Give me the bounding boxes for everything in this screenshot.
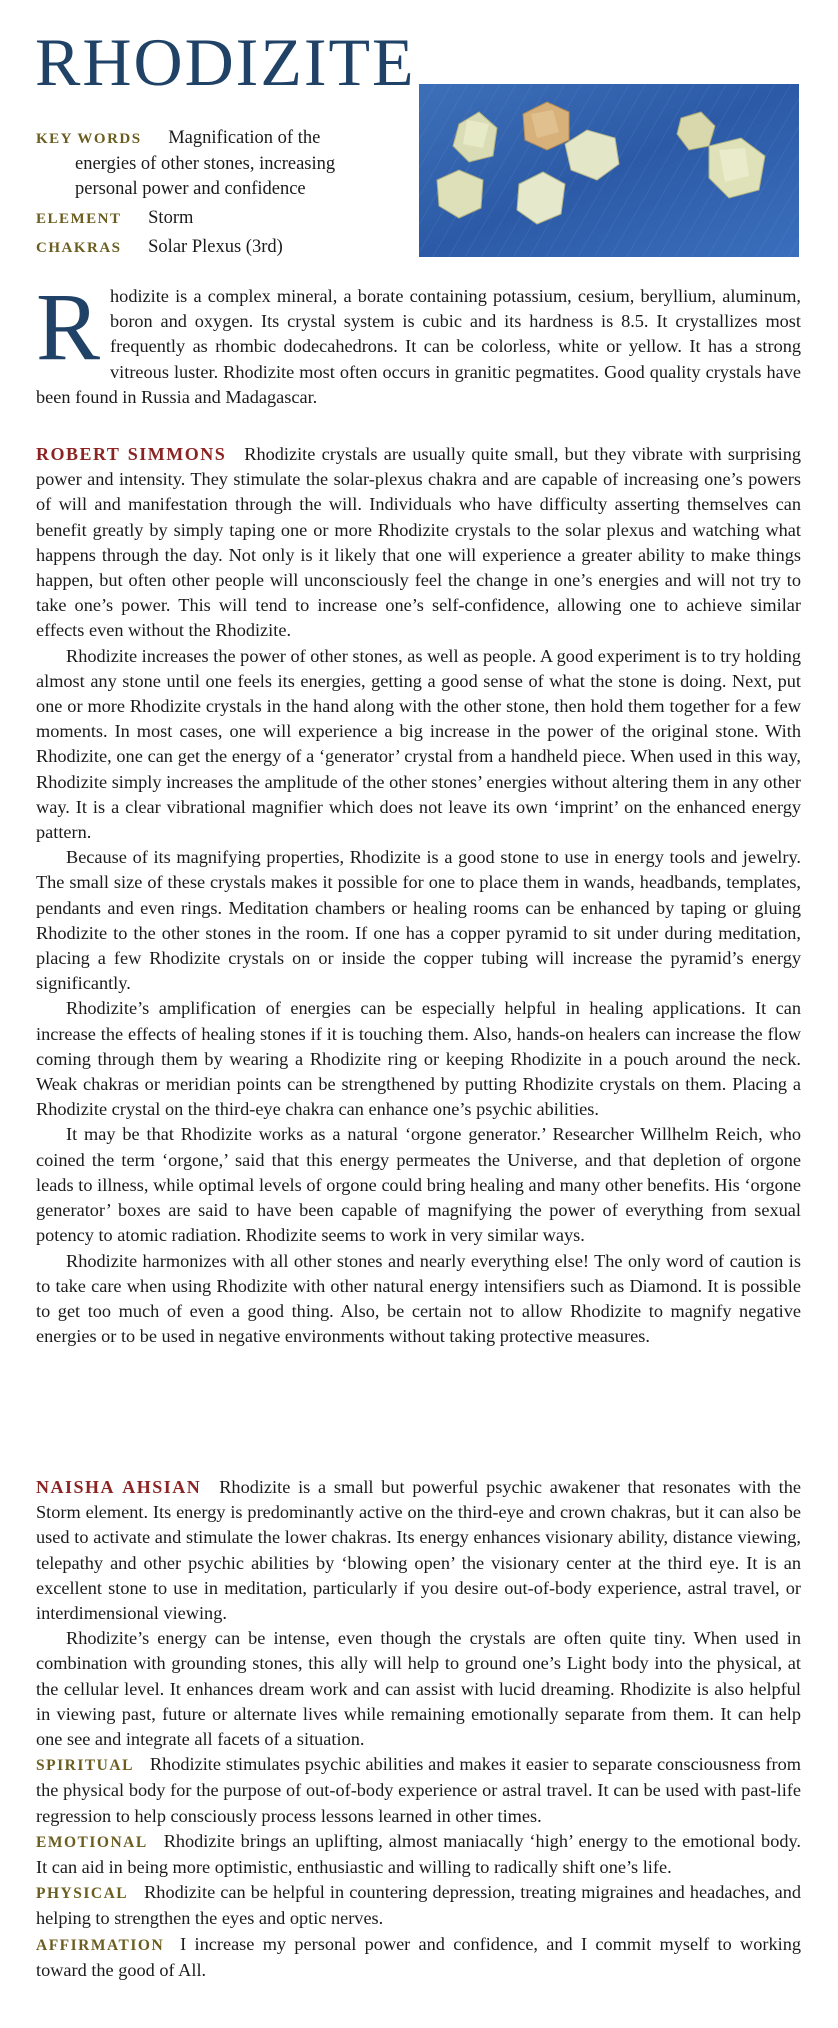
- affirmation-text: I increase my personal power and confidence, and I commit myself to working toward the good of All.: [36, 1933, 801, 1980]
- drop-cap: R: [36, 273, 101, 380]
- ahsian-section: [36, 1475, 801, 1983]
- intro-section: [36, 273, 801, 410]
- ahsian-p1-text: Rhodizite is a small but powerful psychic awakener that resonates with the Storm element. Its energy is predominantly active on the third-eye and crown chakras, but it can also be used to activate and stimulate the lower chakras. Its energy enhances visionary ability, distance viewing, telepathy and other psychic abilities by ‘blowing open’ the visionary center at the third eye. It is an excellent stone to use in meditation, particularly if you desire out-of-body experience, astral travel, or interdimensional viewing.: [36, 1477, 801, 1624]
- affirmation-paragraph: [36, 1932, 801, 1983]
- key-words-value-line2: energies of other stones, increasing: [75, 154, 336, 174]
- element-value: Storm: [148, 208, 194, 228]
- spiritual-label: SPIRITUAL: [36, 1757, 134, 1775]
- spiritual-text: Rhodizite stimulates psychic abilities and makes it easier to separate consciousness from the physical body for the purpose of out-of-body experience or astral travel. It can be used with past-life regression to help consciously process lessons learned in other times.: [36, 1754, 801, 1826]
- spiritual-paragraph: [36, 1752, 801, 1829]
- author-naisha-ahsian: NAISHA AHSIAN: [36, 1477, 202, 1497]
- key-words-label: KEY WORDS: [36, 131, 142, 147]
- key-words-row: [36, 126, 396, 202]
- intro-text: hodizite is a complex mineral, a borate containing potassium, cesium, beryllium, aluminum, boron and oxygen. Its crystal system is cubic and its hardness is 8.5. It crystallizes most frequently as rhombic dodecahedrons. It can be colorless, white or yellow. It has a strong vitreous luster. Rhodizite most often occurs in granitic pegmatites. Good quality crystals have been found in Russia and Madagascar.: [36, 286, 801, 407]
- affirmation-label: AFFIRMATION: [36, 1936, 165, 1954]
- physical-paragraph: [36, 1880, 801, 1931]
- simmons-paragraph-2: Rhodizite increases the power of other stones, as well as people. A good experiment is to try holding almost any stone until one feels its energies, getting a good sense of what the stone is doing. Next, put one or more Rhodizite crystals in the hand along with the other stone, then hold them together for a few moments. In most cases, one will experience a big increase in the power of the original stone. With Rhodizite, one can get the energy of a ‘generator’ crystal from a handheld piece. When used in this way, Rhodizite simply increases the amplitude of the other stones’ energies without altering them in any other way. It is a clear vibrational magnifier which does not leave its own ‘imprint’ on the enhanced energy pattern.: [36, 645, 801, 843]
- simmons-paragraph-6: Rhodizite harmonizes with all other stones and nearly everything else! The only word of caution is to take care when using Rhodizite with other natural energy intensifiers such as Diamond. It is possible to get too much of even a good thing. Also, be certain not to allow Rhodizite to magnify negative energies or to be used in negative environments without taking protective measures.: [36, 1250, 801, 1347]
- ahsian-paragraph-2: Rhodizite’s energy can be intense, even though the crystals are often quite tiny. When used in combination with grounding stones, this ally will help to ground one’s Light body into the physical, at the cellular level. It enhances dream work and can assist with lucid dreaming. Rhodizite is also helpful in viewing past, future or alternate lives while remaining emotionally separate from them. It can help one see and integrate all facets of a situation.: [36, 1628, 801, 1750]
- page-title: RHODIZITE: [35, 24, 416, 100]
- chakras-row: [36, 235, 396, 261]
- author-robert-simmons: ROBERT SIMMONS: [36, 444, 227, 464]
- chakras-value: Solar Plexus (3rd): [148, 237, 283, 257]
- simmons-paragraph-3: Because of its magnifying properties, Rhodizite is a good stone to use in energy tools and jewelry. The small size of these crystals makes it possible for one to place them in wands, headbands, templates, pendants and even rings. Meditation chambers or healing rooms can be enhanced by taping or gluing Rhodizite to the other stones in the room. If one has a copper pyramid to sit under during meditation, placing a few Rhodizite crystals on or inside the copper tubing will increase the pyramid’s energy significantly.: [36, 847, 801, 994]
- key-words-value-line1: Magnification of the: [168, 128, 321, 148]
- ahsian-paragraph-1: [36, 1475, 801, 1626]
- key-words-value-line3: personal power and confidence: [75, 179, 306, 199]
- physical-label: PHYSICAL: [36, 1885, 129, 1903]
- emotional-paragraph: [36, 1829, 801, 1880]
- simmons-p1-text: Rhodizite crystals are usually quite small, but they vibrate with surprising power and intensity. They stimulate the solar-plexus chakra and are capable of increasing one’s powers of will and manifestation through the will. Individuals who have difficulty asserting themselves can benefit greatly by simply taping one or more Rhodizite crystals to the solar plexus and watching what happens through the day. Not only is it likely that one will experience a greater ability to make things happen, but often other people will unconsciously feel the change in one’s energies and will not try to take one’s power. This will tend to increase one’s self-confidence, allowing one to achieve similar effects even without the Rhodizite.: [36, 444, 801, 641]
- emotional-text: Rhodizite brings an uplifting, almost maniacally ‘high’ energy to the emotional body. It can aid in being more optimistic, enthusiastic and willing to radically shift one’s life.: [36, 1830, 801, 1878]
- simmons-section: [36, 442, 801, 1349]
- intro-paragraph: [36, 273, 801, 410]
- rhodizite-crystals-photo: [419, 84, 799, 257]
- element-row: [36, 206, 396, 232]
- emotional-label: EMOTIONAL: [36, 1833, 148, 1851]
- chakras-label: CHAKRAS: [36, 240, 122, 256]
- element-label: ELEMENT: [36, 211, 122, 227]
- physical-text: Rhodizite can be helpful in countering depression, treating migraines and headaches, and helping to strengthen the eyes and optic nerves.: [36, 1882, 801, 1929]
- simmons-paragraph-1: [36, 442, 801, 644]
- simmons-paragraph-4: Rhodizite’s amplification of energies can be especially helpful in healing applications. It can increase the effects of healing stones if it is touching them. Also, hands-on healers can increase the flow coming through them by wearing a Rhodizite ring or keeping Rhodizite in a pouch around the neck. Weak chakras or meridian points can be strengthened by putting Rhodizite crystals on them. Placing a Rhodizite crystal on the third-eye chakra can enhance one’s psychic abilities.: [36, 998, 801, 1120]
- simmons-paragraph-5: It may be that Rhodizite works as a natural ‘orgone generator.’ Researcher Willhelm Reich, who coined the term ‘orgone,’ said that this energy permeates the Universe, and that depletion of orgone leads to illness, while optimal levels of orgone could bring healing and many other benefits. His ‘orgone generator’ boxes are said to have been capable of magnifying the power of everything from sexual potency to atomic radiation. Rhodizite seems to work in very similar ways.: [36, 1124, 801, 1246]
